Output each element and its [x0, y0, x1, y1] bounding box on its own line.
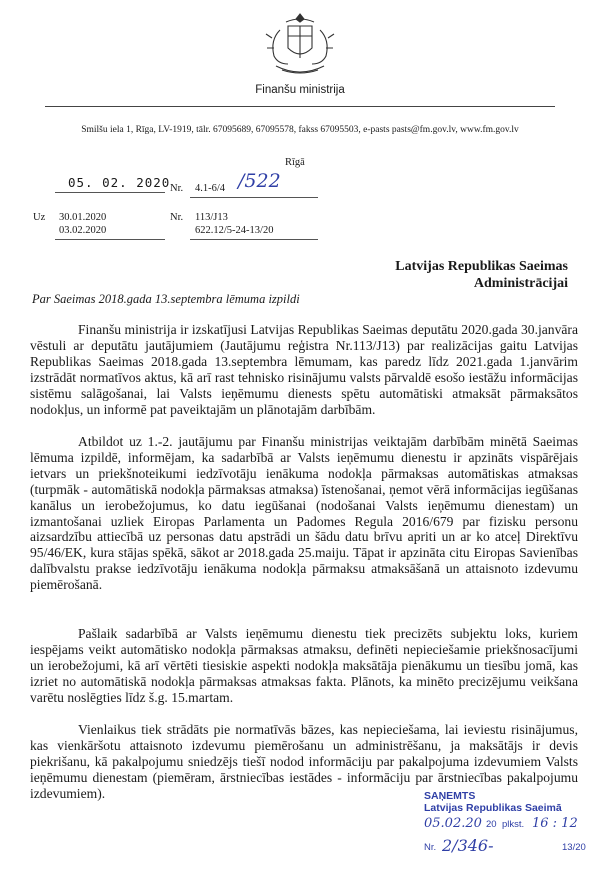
contact-line: Smilšu iela 1, Rīga, LV-1919, tālr. 67095689, 67095578, fakss 67095503, e-pasts pasts@fm.gov.lv, www.fm.gov.lv — [81, 125, 519, 135]
stamp-nr-label: Nr. — [424, 842, 437, 853]
nr-label: Nr. — [170, 183, 184, 194]
date-underline — [55, 192, 165, 193]
nr-underline — [190, 197, 318, 198]
uz-nr-1: 113/J13 — [195, 212, 228, 223]
paragraph-2-text: Atbildot uz 1.-2. jautājumu par Finanšu ministrijas veiktajām darbībām minētā Saeimas lēmuma izpildē, informējam, ka sadarbībā ar Valsts ieņēmumu dienestu ir apzināts vispārējais ietvars un priekšnoteikumi iedzīvotāju ienākuma nodokļa pārmaksas automātiskas atmaksas (turpmāk - automātiskā nodokļa pārmaksas atmaksa) īstenošanai, ņemot vērā informācijas iegūšanas kanālus un ierobežojumus, ko datu iegūšanai (nodošanai Valsts ieņēmumu dienestam) un izmantošanai uzliek Eiropas Parlamenta un Padomes Regula 2016/679 par fizisku personu aizsardzību attiecībā uz personas datu apstrādi un šādu datu brīvu apriti un ar ko atceļ Direktīvu 95/46/EK, kura stājas spēkā, sākot ar 2018.gada 25.maiju. Tāpat ir apzināta citu Eiropas Savienības dalībvalstu prakse iedzīvotāju ienākuma nodokļa pārmaksu atmaksāšanā un attaisnoto izdevumu piemērošanā. — [30, 434, 578, 593]
stamp-title: SAŅEMTS — [424, 790, 476, 802]
header-divider — [45, 106, 555, 107]
uz-nr-2: 622.12/5-24-13/20 — [195, 225, 274, 236]
paragraph-3-text: Pašlaik sadarbībā ar Valsts ieņēmumu dienestu tiek precizēts subjektu loks, kuriem iespējams veikt automātisko nodokļa pārmaksas atmaksu, definēti nepieciešamie priekšnosacījumi un ierobežojumi, kā arī vērtēti tiesiskie aspekti nodokļa maksātāja pienākumu un tiesību jomā, kas izriet no automātiskā nodokļa pārmaksas atmaksas fakta. Plānots, ka minēto precizējumu veikšana varētu noslēgties līdz š.g. 15.martam. — [30, 626, 578, 705]
paragraph-2 — [30, 434, 578, 593]
stamp-date-hand: 05.02.20 — [424, 816, 482, 831]
stamp-nr-suffix: 13/20 — [562, 842, 586, 853]
stamp-plkst-label: plkst. — [502, 819, 525, 830]
recipient-line-1: Latvijas Republikas Saeimas — [395, 259, 568, 274]
subject: Par Saeimas 2018.gada 13.septembra lēmuma izpildi — [32, 292, 300, 306]
stamp-org: Latvijas Republikas Saeimā — [424, 802, 562, 814]
nr-value: 4.1-6/4 — [195, 183, 226, 194]
uz-label: Uz — [33, 212, 46, 223]
paragraph-1-text: Finanšu ministrija ir izskatījusi Latvijas Republikas Saeimas deputātu 2020.gada 30.janvāra vēstuli ar deputātu jautājumiem (Jautājumu reģistra Nr.113/J13) par realizācijas gaitu Latvijas Republikas Saeimas 2018.gada 13.septembra lēmumam, kas paredz līdz 2021.gada 1.janvārim izstrādāt normatīvos aktus, kā arī rast tehnisko risinājumu valsts pārvaldē esošo iestāžu informācijas sistēmu salāgošanai, lai Valsts ieņēmumu dienests spētu automātiski atmaksāt pārmaksātos nodokļus, un informē pat paveiktajām un plānotajām darbībām. — [30, 322, 578, 417]
ministry-name: Finanšu ministrija — [255, 84, 345, 96]
uz-nr-underline — [190, 239, 318, 240]
paragraph-4-text: Vienlaikus tiek strādāts pie normatīvās bāzes, kas nepieciešama, lai ieviestu risinājumus, kas vienkāršotu attaisnoto izdevumu piemērošanu un administrēšanu, ja maksātājs ir devis piekrišanu, kā pakalpojumu sniedzējs tiešī nodod informāciju par pakalpojuma izdevumiem Valsts ieņēmumu dienestam (piemēram, ārstniecības iestādes - informāciju par ārstniecības pakalpojumu izdevumiem). — [30, 722, 578, 801]
letter-date: 05. 02. 2020 — [68, 175, 171, 190]
stamp-nr-row — [424, 836, 594, 856]
uz-date-2: 03.02.2020 — [59, 225, 107, 236]
paragraph-3 — [30, 626, 578, 706]
stamp-nr-hand: 2/346- — [442, 836, 494, 855]
nr-handwritten: /522 — [238, 170, 281, 192]
recipient-line-2: Administrācijai — [473, 276, 568, 291]
uz-date-1: 30.01.2020 — [59, 212, 107, 223]
received-stamp — [424, 790, 594, 870]
stamp-date-row — [424, 816, 594, 836]
stamp-year-suffix: 20 — [486, 819, 497, 830]
coat-of-arms-icon — [252, 10, 348, 78]
paragraph-1 — [30, 322, 578, 417]
uz-date-underline — [55, 239, 165, 240]
stamp-time-hand: 16 : 12 — [532, 816, 578, 831]
uz-nr-label: Nr. — [170, 212, 184, 223]
city: Rīgā — [285, 157, 305, 168]
